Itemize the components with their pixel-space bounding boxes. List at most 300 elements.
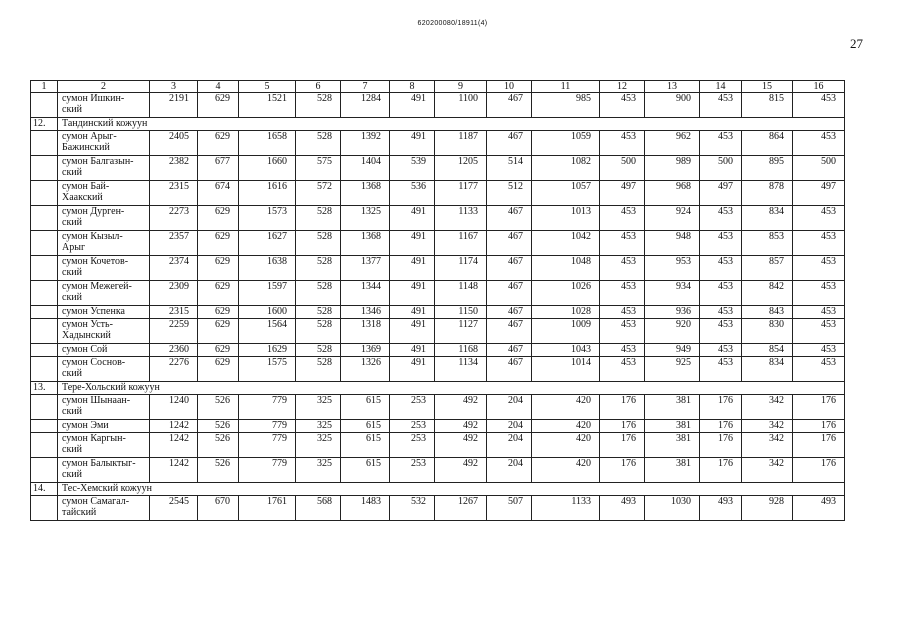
table-row: [31, 181, 845, 206]
value-cell: 467: [487, 93, 532, 118]
value-cell: 176: [700, 458, 742, 483]
value-cell: 492: [435, 458, 487, 483]
value-cell: 453: [793, 131, 845, 156]
value-cell: 1573: [239, 206, 296, 231]
value-cell: 491: [390, 256, 435, 281]
group-number: 14.: [31, 483, 58, 496]
value-cell: 2309: [150, 281, 198, 306]
table-row: [31, 231, 845, 256]
value-cell: 453: [793, 206, 845, 231]
row-name-cell: [58, 156, 150, 181]
value-cell: 453: [700, 231, 742, 256]
value-cell: 615: [341, 420, 390, 433]
value-cell: 526: [198, 458, 239, 483]
value-cell: 615: [341, 395, 390, 420]
value-cell: 453: [793, 357, 845, 382]
value-cell: 1127: [435, 319, 487, 344]
value-cell: 453: [793, 93, 845, 118]
row-name-cell: [58, 395, 150, 420]
value-cell: 325: [296, 395, 341, 420]
row-number-cell: [31, 131, 58, 156]
value-cell: 176: [600, 433, 645, 458]
row-name-cell: [58, 420, 150, 433]
value-cell: 1057: [532, 181, 600, 206]
row-number-cell: [31, 344, 58, 357]
value-cell: 253: [390, 458, 435, 483]
value-cell: 342: [742, 433, 793, 458]
table-row: [31, 496, 845, 521]
value-cell: 453: [700, 357, 742, 382]
table-row: [31, 256, 845, 281]
value-cell: 253: [390, 395, 435, 420]
value-cell: 629: [198, 206, 239, 231]
value-cell: 629: [198, 357, 239, 382]
value-cell: 1284: [341, 93, 390, 118]
value-cell: 2360: [150, 344, 198, 357]
table-body: [31, 81, 845, 521]
value-cell: 467: [487, 231, 532, 256]
value-cell: 467: [487, 306, 532, 319]
row-name-line: ский: [62, 267, 82, 278]
value-cell: 1148: [435, 281, 487, 306]
value-cell: 962: [645, 131, 700, 156]
value-cell: 677: [198, 156, 239, 181]
value-cell: 526: [198, 395, 239, 420]
value-cell: 176: [700, 433, 742, 458]
table-row: [31, 344, 845, 357]
row-name-line: ский: [62, 217, 82, 228]
value-cell: 1325: [341, 206, 390, 231]
value-cell: 528: [296, 344, 341, 357]
value-cell: 1564: [239, 319, 296, 344]
value-cell: 467: [487, 281, 532, 306]
column-header: 15: [742, 81, 793, 93]
column-header: 14: [700, 81, 742, 93]
value-cell: 453: [793, 256, 845, 281]
value-cell: 528: [296, 256, 341, 281]
value-cell: 989: [645, 156, 700, 181]
value-cell: 491: [390, 206, 435, 231]
value-cell: 176: [793, 458, 845, 483]
value-cell: 779: [239, 433, 296, 458]
value-cell: 514: [487, 156, 532, 181]
value-cell: 843: [742, 306, 793, 319]
value-cell: 985: [532, 93, 600, 118]
value-cell: 1014: [532, 357, 600, 382]
value-cell: 834: [742, 206, 793, 231]
value-cell: 491: [390, 231, 435, 256]
value-cell: 453: [600, 281, 645, 306]
value-cell: 572: [296, 181, 341, 206]
value-cell: 528: [296, 357, 341, 382]
group-title: Тес-Хемский кожуун: [58, 483, 845, 496]
value-cell: 176: [600, 458, 645, 483]
value-cell: 2276: [150, 357, 198, 382]
value-cell: 1134: [435, 357, 487, 382]
value-cell: 928: [742, 496, 793, 521]
value-cell: 1030: [645, 496, 700, 521]
value-cell: 2382: [150, 156, 198, 181]
value-cell: 1177: [435, 181, 487, 206]
row-name-line: сумон Самагал-: [62, 496, 130, 507]
value-cell: 492: [435, 420, 487, 433]
row-name-cell: [58, 281, 150, 306]
row-name-line: сумон Усть-: [62, 319, 113, 330]
value-cell: 453: [793, 281, 845, 306]
row-number-cell: [31, 395, 58, 420]
value-cell: 895: [742, 156, 793, 181]
value-cell: 830: [742, 319, 793, 344]
value-cell: 615: [341, 433, 390, 458]
value-cell: 629: [198, 306, 239, 319]
value-cell: 528: [296, 281, 341, 306]
group-row: [31, 382, 845, 395]
value-cell: 325: [296, 433, 341, 458]
value-cell: 934: [645, 281, 700, 306]
value-cell: 453: [600, 306, 645, 319]
value-cell: 1483: [341, 496, 390, 521]
value-cell: 491: [390, 344, 435, 357]
group-number: 13.: [31, 382, 58, 395]
document-id: 620200080/18911(4): [417, 20, 488, 27]
row-name-line: ский: [62, 406, 82, 417]
value-cell: 854: [742, 344, 793, 357]
value-cell: 325: [296, 420, 341, 433]
value-cell: 670: [198, 496, 239, 521]
row-name-line: сумон Ишкин-: [62, 93, 125, 104]
value-cell: 253: [390, 420, 435, 433]
value-cell: 1597: [239, 281, 296, 306]
value-cell: 857: [742, 256, 793, 281]
value-cell: 528: [296, 319, 341, 344]
row-name-cell: [58, 458, 150, 483]
value-cell: 1028: [532, 306, 600, 319]
value-cell: 1242: [150, 420, 198, 433]
row-name-cell: [58, 181, 150, 206]
value-cell: 1326: [341, 357, 390, 382]
value-cell: 453: [700, 281, 742, 306]
row-name-line: ский: [62, 469, 82, 480]
column-header: 6: [296, 81, 341, 93]
table-header-row: [31, 81, 845, 93]
value-cell: 629: [198, 281, 239, 306]
row-number-cell: [31, 433, 58, 458]
value-cell: 1133: [532, 496, 600, 521]
value-cell: 453: [600, 256, 645, 281]
value-cell: 615: [341, 458, 390, 483]
table-row: [31, 357, 845, 382]
value-cell: 779: [239, 395, 296, 420]
column-header: 9: [435, 81, 487, 93]
value-cell: 536: [390, 181, 435, 206]
value-cell: 1009: [532, 319, 600, 344]
value-cell: 1240: [150, 395, 198, 420]
value-cell: 453: [600, 344, 645, 357]
value-cell: 493: [700, 496, 742, 521]
value-cell: 491: [390, 357, 435, 382]
value-cell: 532: [390, 496, 435, 521]
value-cell: 453: [793, 306, 845, 319]
value-cell: 629: [198, 93, 239, 118]
value-cell: 1629: [239, 344, 296, 357]
table-row: [31, 306, 845, 319]
value-cell: 491: [390, 131, 435, 156]
value-cell: 492: [435, 433, 487, 458]
value-cell: 1242: [150, 433, 198, 458]
value-cell: 949: [645, 344, 700, 357]
group-title: Тере-Хольский кожуун: [58, 382, 845, 395]
value-cell: 1638: [239, 256, 296, 281]
value-cell: 500: [793, 156, 845, 181]
value-cell: 953: [645, 256, 700, 281]
value-cell: 528: [296, 131, 341, 156]
value-cell: 1026: [532, 281, 600, 306]
row-name-cell: [58, 496, 150, 521]
row-name-cell: [58, 306, 150, 319]
value-cell: 864: [742, 131, 793, 156]
row-name-line: Арыг: [62, 242, 86, 253]
value-cell: 204: [487, 420, 532, 433]
value-cell: 629: [198, 319, 239, 344]
value-cell: 1404: [341, 156, 390, 181]
value-cell: 1043: [532, 344, 600, 357]
row-number-cell: [31, 281, 58, 306]
value-cell: 493: [600, 496, 645, 521]
row-name-line: сумон Арыг-: [62, 131, 117, 142]
value-cell: 453: [700, 306, 742, 319]
value-cell: 453: [600, 319, 645, 344]
value-cell: 1521: [239, 93, 296, 118]
value-cell: 342: [742, 458, 793, 483]
value-cell: 497: [793, 181, 845, 206]
value-cell: 924: [645, 206, 700, 231]
value-cell: 176: [793, 395, 845, 420]
value-cell: 936: [645, 306, 700, 319]
value-cell: 381: [645, 395, 700, 420]
value-cell: 1660: [239, 156, 296, 181]
value-cell: 453: [700, 319, 742, 344]
value-cell: 176: [700, 420, 742, 433]
value-cell: 674: [198, 181, 239, 206]
value-cell: 526: [198, 433, 239, 458]
row-name-line: ский: [62, 104, 82, 115]
value-cell: 1377: [341, 256, 390, 281]
value-cell: 453: [793, 319, 845, 344]
value-cell: 1600: [239, 306, 296, 319]
table-row: [31, 319, 845, 344]
row-name-line: сумон Каргын-: [62, 433, 126, 444]
row-number-cell: [31, 420, 58, 433]
row-number-cell: [31, 458, 58, 483]
value-cell: 453: [600, 357, 645, 382]
table-row: [31, 206, 845, 231]
value-cell: 493: [793, 496, 845, 521]
value-cell: 1242: [150, 458, 198, 483]
row-name-line: сумон Межегей-: [62, 281, 132, 292]
row-name-line: сумон Дурген-: [62, 206, 125, 217]
value-cell: 629: [198, 131, 239, 156]
value-cell: 467: [487, 131, 532, 156]
group-row: [31, 118, 845, 131]
value-cell: 1368: [341, 181, 390, 206]
value-cell: 2259: [150, 319, 198, 344]
column-header: 8: [390, 81, 435, 93]
value-cell: 2545: [150, 496, 198, 521]
row-number-cell: [31, 206, 58, 231]
table-row: [31, 156, 845, 181]
group-title: Тандинский кожуун: [58, 118, 845, 131]
row-number-cell: [31, 496, 58, 521]
column-header: 11: [532, 81, 600, 93]
value-cell: 176: [793, 433, 845, 458]
value-cell: 491: [390, 306, 435, 319]
row-number-cell: [31, 93, 58, 118]
value-cell: 629: [198, 344, 239, 357]
value-cell: 815: [742, 93, 793, 118]
value-cell: 2374: [150, 256, 198, 281]
value-cell: 526: [198, 420, 239, 433]
row-name-cell: [58, 131, 150, 156]
value-cell: 176: [600, 395, 645, 420]
column-header: 1: [31, 81, 58, 93]
column-header: 10: [487, 81, 532, 93]
value-cell: 1344: [341, 281, 390, 306]
group-row: [31, 483, 845, 496]
value-cell: 1013: [532, 206, 600, 231]
value-cell: 629: [198, 256, 239, 281]
row-name-line: сумон Эми: [62, 420, 109, 431]
value-cell: 1150: [435, 306, 487, 319]
row-number-cell: [31, 156, 58, 181]
row-name-line: тайский: [62, 507, 97, 518]
column-header: 12: [600, 81, 645, 93]
row-name-cell: [58, 433, 150, 458]
value-cell: 2315: [150, 306, 198, 319]
column-header: 7: [341, 81, 390, 93]
value-cell: 453: [700, 131, 742, 156]
value-cell: 528: [296, 231, 341, 256]
table-row: [31, 395, 845, 420]
value-cell: 528: [296, 206, 341, 231]
row-number-cell: [31, 181, 58, 206]
page-number: 27: [850, 36, 863, 51]
row-name-line: ский: [62, 292, 82, 303]
value-cell: 528: [296, 93, 341, 118]
row-name-line: сумон Соснов-: [62, 357, 126, 368]
value-cell: 453: [600, 93, 645, 118]
value-cell: 453: [600, 231, 645, 256]
value-cell: 2357: [150, 231, 198, 256]
row-name-line: сумон Кочетов-: [62, 256, 129, 267]
value-cell: 1392: [341, 131, 390, 156]
row-number-cell: [31, 357, 58, 382]
value-cell: 500: [600, 156, 645, 181]
column-header: 4: [198, 81, 239, 93]
value-cell: 1346: [341, 306, 390, 319]
value-cell: 453: [793, 344, 845, 357]
row-name-line: сумон Шынаан-: [62, 395, 131, 406]
value-cell: 1048: [532, 256, 600, 281]
value-cell: 420: [532, 458, 600, 483]
value-cell: 497: [600, 181, 645, 206]
value-cell: 453: [600, 206, 645, 231]
value-cell: 948: [645, 231, 700, 256]
value-cell: 381: [645, 458, 700, 483]
value-cell: 1167: [435, 231, 487, 256]
value-cell: 2315: [150, 181, 198, 206]
value-cell: 507: [487, 496, 532, 521]
value-cell: 842: [742, 281, 793, 306]
column-header: 16: [793, 81, 845, 93]
value-cell: 1205: [435, 156, 487, 181]
row-number-cell: [31, 319, 58, 344]
value-cell: 176: [600, 420, 645, 433]
column-header: 5: [239, 81, 296, 93]
value-cell: 467: [487, 256, 532, 281]
value-cell: 575: [296, 156, 341, 181]
row-name-line: ский: [62, 167, 82, 178]
table-row: [31, 420, 845, 433]
value-cell: 1616: [239, 181, 296, 206]
value-cell: 467: [487, 344, 532, 357]
value-cell: 500: [700, 156, 742, 181]
value-cell: 1575: [239, 357, 296, 382]
value-cell: 539: [390, 156, 435, 181]
table-row: [31, 131, 845, 156]
row-name-line: сумон Балгазын-: [62, 156, 134, 167]
value-cell: 204: [487, 395, 532, 420]
value-cell: 381: [645, 420, 700, 433]
value-cell: 1369: [341, 344, 390, 357]
value-cell: 968: [645, 181, 700, 206]
value-cell: 568: [296, 496, 341, 521]
row-name-line: Бажинский: [62, 142, 110, 153]
value-cell: 253: [390, 433, 435, 458]
value-cell: 1059: [532, 131, 600, 156]
value-cell: 453: [793, 231, 845, 256]
value-cell: 2405: [150, 131, 198, 156]
column-header: 3: [150, 81, 198, 93]
row-name-line: ский: [62, 444, 82, 455]
value-cell: 467: [487, 206, 532, 231]
table-row: [31, 281, 845, 306]
value-cell: 878: [742, 181, 793, 206]
value-cell: 779: [239, 420, 296, 433]
value-cell: 1658: [239, 131, 296, 156]
row-name-line: сумон Кызыл-: [62, 231, 123, 242]
value-cell: 491: [390, 281, 435, 306]
row-name-cell: [58, 93, 150, 118]
value-cell: 900: [645, 93, 700, 118]
value-cell: 925: [645, 357, 700, 382]
row-name-line: сумон Бай-: [62, 181, 110, 192]
table-row: [31, 458, 845, 483]
data-table: [30, 80, 845, 521]
value-cell: 1761: [239, 496, 296, 521]
table-row: [31, 433, 845, 458]
value-cell: 491: [390, 319, 435, 344]
group-number: 12.: [31, 118, 58, 131]
value-cell: 420: [532, 433, 600, 458]
value-cell: 1627: [239, 231, 296, 256]
row-name-line: сумон Успенка: [62, 306, 125, 317]
value-cell: 834: [742, 357, 793, 382]
value-cell: 204: [487, 458, 532, 483]
value-cell: 1318: [341, 319, 390, 344]
value-cell: 492: [435, 395, 487, 420]
row-name-line: ский: [62, 368, 82, 379]
value-cell: 779: [239, 458, 296, 483]
